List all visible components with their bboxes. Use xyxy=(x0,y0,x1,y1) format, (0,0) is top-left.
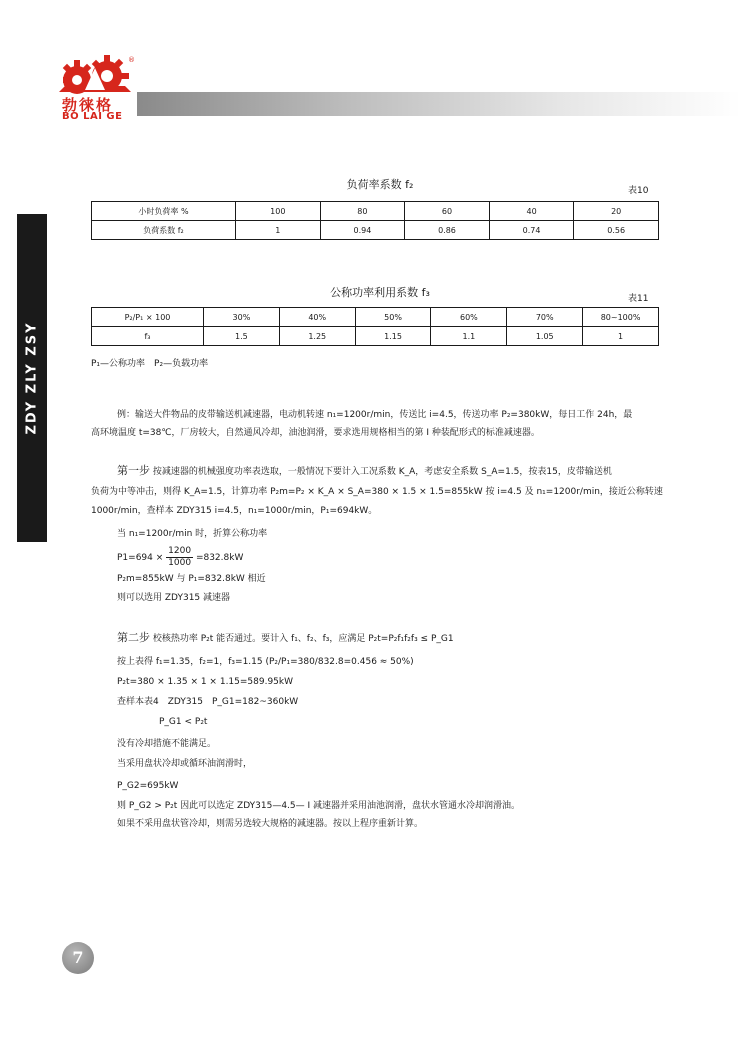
table-row xyxy=(92,308,659,327)
step1-line xyxy=(117,465,612,478)
table-cell: 60 xyxy=(405,202,490,221)
table-cell: 1.25 xyxy=(279,327,355,346)
fraction xyxy=(166,546,193,569)
table-cell: 0.86 xyxy=(405,221,490,240)
side-tab-label: ZDY ZLY ZSY xyxy=(24,321,40,435)
table10 xyxy=(91,201,659,240)
step2-line: 则 P_G2 > P₂t 因此可以选定 ZDY315—4.5— I 减速器并采用油池润滑，盘状水管通水冷却润滑油。 xyxy=(117,801,521,811)
step2-line: 当采用盘状冷却或循环油润滑时， xyxy=(117,759,253,769)
table-cell: 1.15 xyxy=(355,327,431,346)
table-cell: 1.05 xyxy=(507,327,583,346)
table-cell: 70% xyxy=(507,308,583,327)
step2-line: P₂t=380 × 1.35 × 1 × 1.15=589.95kW xyxy=(117,677,294,687)
table-cell: 0.74 xyxy=(489,221,574,240)
table-cell: 40% xyxy=(279,308,355,327)
table-cell: 80 xyxy=(320,202,405,221)
table-cell: 负荷系数 f₂ xyxy=(92,221,236,240)
p1-formula xyxy=(117,546,243,570)
table-cell: 30% xyxy=(204,308,280,327)
page-number: 7 xyxy=(72,948,84,967)
table-cell: f₃ xyxy=(92,327,204,346)
table-cell: 80~100% xyxy=(583,308,659,327)
step2-line: P_G2=695kW xyxy=(117,781,179,791)
table-cell: 1.1 xyxy=(431,327,507,346)
table-cell: 100 xyxy=(236,202,321,221)
table-cell: 1 xyxy=(236,221,321,240)
step2-line: 查样本表4 ZDY315 P_G1=182~360kW xyxy=(117,697,299,707)
example-line: 高环境温度 t=38℃，厂房较大，自然通风冷却，油池润滑，要求选用规格相当的第 I 种装配形式的标准减速器。 xyxy=(91,428,540,438)
table-row xyxy=(92,202,659,221)
brand-name-en: BO LAI GE xyxy=(62,111,123,122)
step2-line xyxy=(117,632,454,645)
example-line: 例：输送大件物品的皮带输送机减速器，电动机转速 n₁=1200r/min，传送比 i=4.5，传送功率 P₂=380kW，每日工作 24h，最 xyxy=(117,410,633,420)
step1-text: 按减速器的机械强度功率表选取，一般情况下要计入工况系数 K_A，考虑安全系数 S_A=1.5，按表15，皮带输送机 xyxy=(152,467,612,477)
step2-label: 第二步 xyxy=(117,631,150,644)
table-cell: 1 xyxy=(583,327,659,346)
table-cell: P₂/P₁ × 100 xyxy=(92,308,204,327)
step1-line: 1000r/min，查样本 ZDY315 i=4.5，n₁=1000r/min，P₁=694kW。 xyxy=(91,506,378,516)
step1-line: 当 n₁=1200r/min 时，折算公称功率 xyxy=(117,529,268,539)
table-row xyxy=(92,327,659,346)
table10-number: 表10 xyxy=(628,186,649,196)
table-row xyxy=(92,221,659,240)
table11-title: 公称功率利用系数 f₃ xyxy=(330,286,430,299)
power-note: P₁—公称功率 P₂—负载功率 xyxy=(91,359,209,369)
step2-line: 按上表得 f₁=1.35，f₂=1，f₃=1.15 (P₂/P₁=380/832.8=0.456 ≈ 50%) xyxy=(117,657,414,667)
table-cell: 小时负荷率 % xyxy=(92,202,236,221)
header-gradient-bar xyxy=(137,92,741,116)
table11-number: 表11 xyxy=(628,294,649,304)
table-cell: 1.5 xyxy=(204,327,280,346)
step1-line: P₂m=855kW 与 P₁=832.8kW 相近 xyxy=(117,574,266,584)
registered-mark: ® xyxy=(128,56,135,64)
table10-title: 负荷率系数 f₂ xyxy=(346,178,414,191)
step2-line: 如果不采用盘状管冷却，则需另选较大规格的减速器。按以上程序重新计算。 xyxy=(117,819,424,829)
table-cell: 60% xyxy=(431,308,507,327)
table-cell: 0.94 xyxy=(320,221,405,240)
table-cell: 0.56 xyxy=(574,221,659,240)
step2-text: 校核热功率 P₂t 能否通过。要计入 f₁、f₂、f₃，应满足 P₂t=P₂f₁f₂f₃ ≤ P_G1 xyxy=(152,634,454,644)
fraction-numerator: 1200 xyxy=(168,546,192,556)
p1-rhs: =832.8kW xyxy=(195,553,244,563)
fraction-denominator: 1000 xyxy=(168,558,192,568)
step1-line: 则可以选用 ZDY315 减速器 xyxy=(117,593,231,603)
p1-lhs: P1=694 × xyxy=(117,553,164,563)
step1-line: 负荷为中等冲击，则得 K_A=1.5，计算功率 P₂m=P₂ × K_A × S_A=380 × 1.5 × 1.5=855kW 按 i=4.5 及 n₁=1200r/min，接近公称转速 xyxy=(91,487,663,497)
table11 xyxy=(91,307,659,346)
table-cell: 50% xyxy=(355,308,431,327)
table-cell: 40 xyxy=(489,202,574,221)
step2-line: 没有冷却措施不能满足。 xyxy=(117,739,217,749)
step1-label: 第一步 xyxy=(117,464,150,477)
step2-line: P_G1 < P₂t xyxy=(159,717,208,727)
table-cell: 20 xyxy=(574,202,659,221)
brand-name-cn: 勃徕格 xyxy=(62,96,114,114)
